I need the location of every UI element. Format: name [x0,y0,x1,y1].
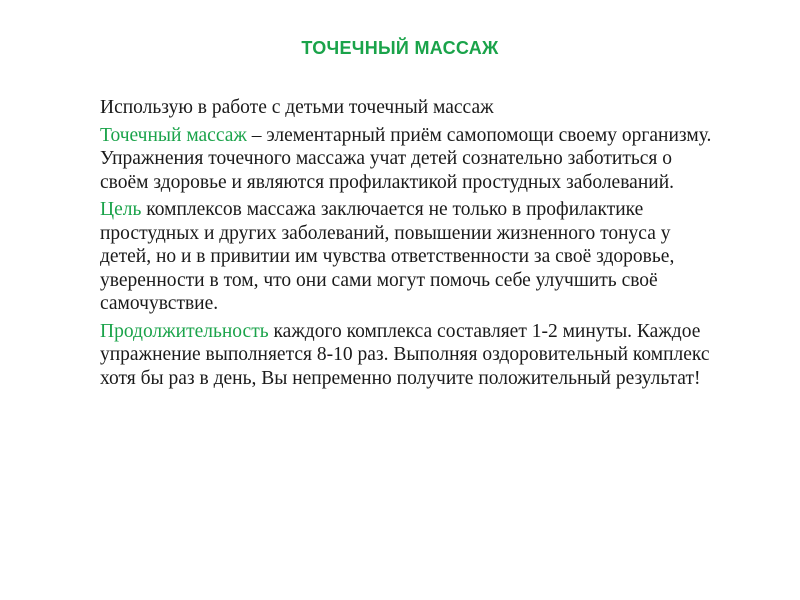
paragraph-goal [100,198,720,316]
paragraph-text: – элементарный приём самопомощи своему организму. Упражнения точечного массажа учат детей сознательно заботиться о своём здоровье и являются профилактикой простудных заболеваний. [100,124,712,193]
paragraph-definition [100,124,720,195]
slide-title: ТОЧЕЧНЫЙ МАССАЖ [301,38,499,58]
paragraph-text: каждого комплекса составляет 1-2 минуты. Каждое упражнение выполняется 8-10 раз. Выполняя оздоровительный комплекс хотя бы раз в день, Вы непременно получите положительный результат! [100,320,710,389]
slide-body [100,96,720,394]
term-highlight: Цель [100,199,142,220]
paragraph-duration [100,320,720,391]
term-highlight: Точечный массаж [100,124,247,146]
paragraph-text: комплексов массажа заключается не только в профилактике простудных и других заболеваний, повышении жизненного тонуса у детей, но и в привитии им чувства ответственности за своё здоровье, уверенности в том, что они сами могут помочь себе улучшить своё самочувствие. [100,199,675,314]
intro-paragraph: Использую в работе с детьми точечный массаж [100,97,494,118]
term-highlight: Продолжительность [100,320,269,342]
